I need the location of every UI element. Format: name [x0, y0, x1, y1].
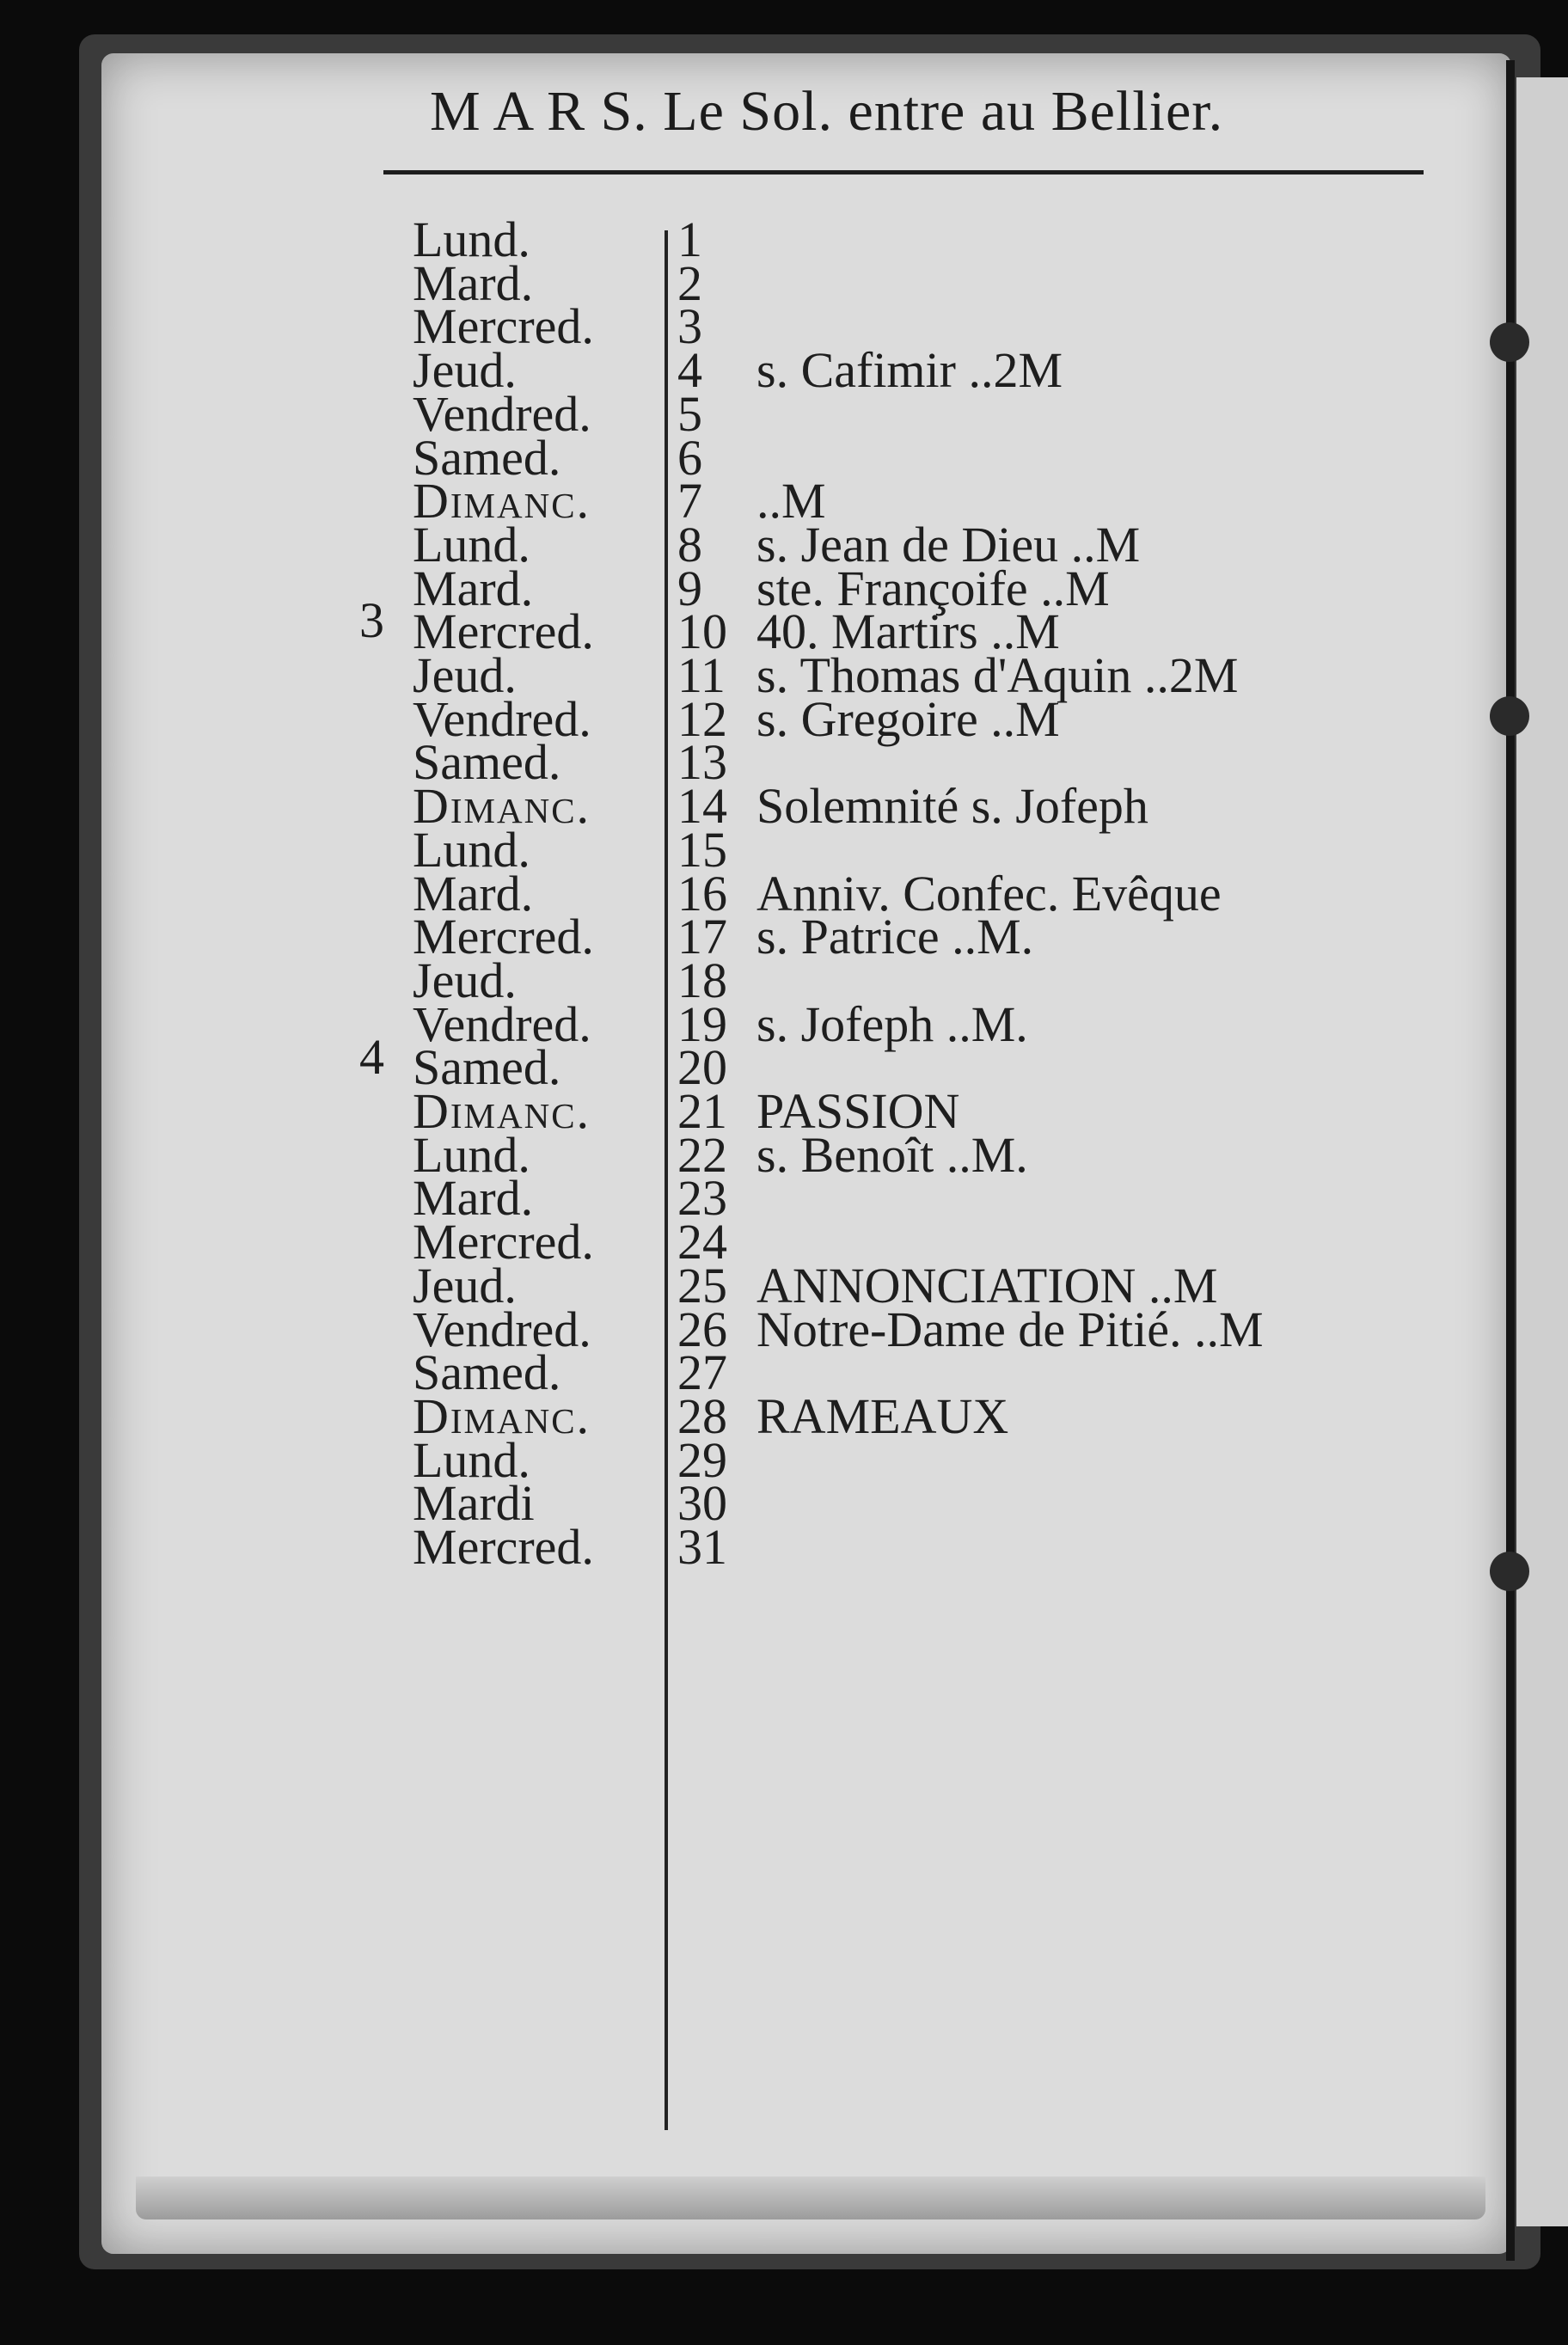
weekday-label: Dimanc.	[413, 1387, 591, 1444]
feast-entry: RAMEAUX	[756, 1387, 1009, 1444]
date-number: 4	[677, 342, 702, 399]
feast-entry: s. Cafimir ..2M	[756, 342, 1063, 399]
weekday-label: Dimanc.	[413, 778, 591, 835]
date-number: 25	[677, 1257, 727, 1313]
date-number: 9	[677, 560, 702, 616]
weekday-label: Jeud.	[413, 952, 517, 1008]
binding-stitch	[1490, 696, 1529, 736]
weekday-label: Jeud.	[413, 647, 517, 703]
date-number: 17	[677, 909, 727, 965]
date-number: 2	[677, 254, 702, 311]
date-number: 11	[677, 647, 726, 703]
date-number: 15	[677, 821, 727, 878]
date-number: 21	[677, 1083, 727, 1139]
month-header: M A R S. Le Sol. entre au Bellier.	[430, 80, 1224, 143]
feast-entry: ..M	[756, 473, 826, 530]
date-number: 23	[677, 1170, 727, 1227]
binding-stitch	[1490, 1552, 1529, 1591]
date-number: 29	[677, 1431, 727, 1488]
week-marker: 4	[359, 1029, 384, 1085]
weekday-label: Samed.	[413, 734, 561, 791]
weekday-label: Lund.	[413, 211, 530, 267]
date-number: 26	[677, 1301, 727, 1357]
date-number: 6	[677, 429, 702, 486]
weekday-label: Mard.	[413, 865, 534, 921]
weekday-label: Lund.	[413, 821, 530, 878]
weekday-label: Lund.	[413, 1126, 530, 1183]
feast-entry: s. Jean de Dieu ..M	[756, 516, 1141, 572]
date-number: 8	[677, 516, 702, 572]
calendar-row	[404, 1518, 1470, 1580]
feast-entry: s. Gregoire ..M	[756, 690, 1060, 747]
weekday-label: Jeud.	[413, 342, 517, 399]
weekday-label: Mercred.	[413, 1519, 594, 1575]
feast-entry: Anniv. Confec. Evêque	[756, 865, 1222, 921]
feast-entry: PASSION	[756, 1083, 960, 1139]
date-number: 31	[677, 1519, 727, 1575]
weekday-label: Vendred.	[413, 385, 591, 442]
date-number: 5	[677, 385, 702, 442]
date-number: 22	[677, 1126, 727, 1183]
weekday-label: Mercred.	[413, 603, 594, 660]
weekday-label: Lund.	[413, 516, 530, 572]
binding-stitch	[1490, 322, 1529, 362]
week-marker: 3	[359, 592, 384, 648]
weekday-label: Mercred.	[413, 909, 594, 965]
header-rule	[383, 170, 1424, 174]
date-number: 14	[677, 778, 727, 835]
weekday-label: Mard.	[413, 254, 534, 311]
book-spine	[1506, 60, 1515, 2261]
feast-entry: ANNONCIATION ..M	[756, 1257, 1218, 1313]
feast-entry: Notre-Dame de Pitié. ..M	[756, 1301, 1264, 1357]
date-number: 13	[677, 734, 727, 791]
date-number: 19	[677, 995, 727, 1052]
weekday-label: Dimanc.	[413, 1083, 591, 1139]
weekday-label: Vendred.	[413, 690, 591, 747]
date-number: 24	[677, 1214, 727, 1270]
date-number: 30	[677, 1475, 727, 1532]
date-number: 3	[677, 298, 702, 355]
weekday-label: Vendred.	[413, 995, 591, 1052]
weekday-label: Samed.	[413, 429, 561, 486]
weekday-label: Vendred.	[413, 1301, 591, 1357]
feast-entry: s. Benoît ..M.	[756, 1126, 1028, 1183]
weekday-label: Mercred.	[413, 1214, 594, 1270]
date-number: 27	[677, 1344, 727, 1401]
date-number: 10	[677, 603, 727, 660]
weekday-label: Mard.	[413, 560, 534, 616]
feast-entry: Solemnité s. Jofeph	[756, 778, 1148, 835]
weekday-label: Samed.	[413, 1039, 561, 1096]
weekday-label: Samed.	[413, 1344, 561, 1401]
date-number: 18	[677, 952, 727, 1008]
weekday-label: Mard.	[413, 1170, 534, 1227]
weekday-label: Jeud.	[413, 1257, 517, 1313]
date-number: 7	[677, 473, 702, 530]
weekday-label: Dimanc.	[413, 473, 591, 530]
date-number: 20	[677, 1039, 727, 1096]
weekday-label: Mardi	[413, 1475, 535, 1532]
weekday-label: Mercred.	[413, 298, 594, 355]
date-number: 12	[677, 690, 727, 747]
feast-entry: s. Jofeph ..M.	[756, 995, 1028, 1052]
feast-entry: s. Thomas d'Aquin ..2M	[756, 647, 1239, 703]
feast-entry: s. Patrice ..M.	[756, 909, 1034, 965]
feast-entry: 40. Martirs ..M	[756, 603, 1060, 660]
weekday-label: Lund.	[413, 1431, 530, 1488]
date-number: 28	[677, 1387, 727, 1444]
facing-page-edge	[1516, 77, 1568, 2226]
feast-entry: ste. Françoife ..M	[756, 560, 1110, 616]
date-number: 16	[677, 865, 727, 921]
date-number: 1	[677, 211, 702, 267]
